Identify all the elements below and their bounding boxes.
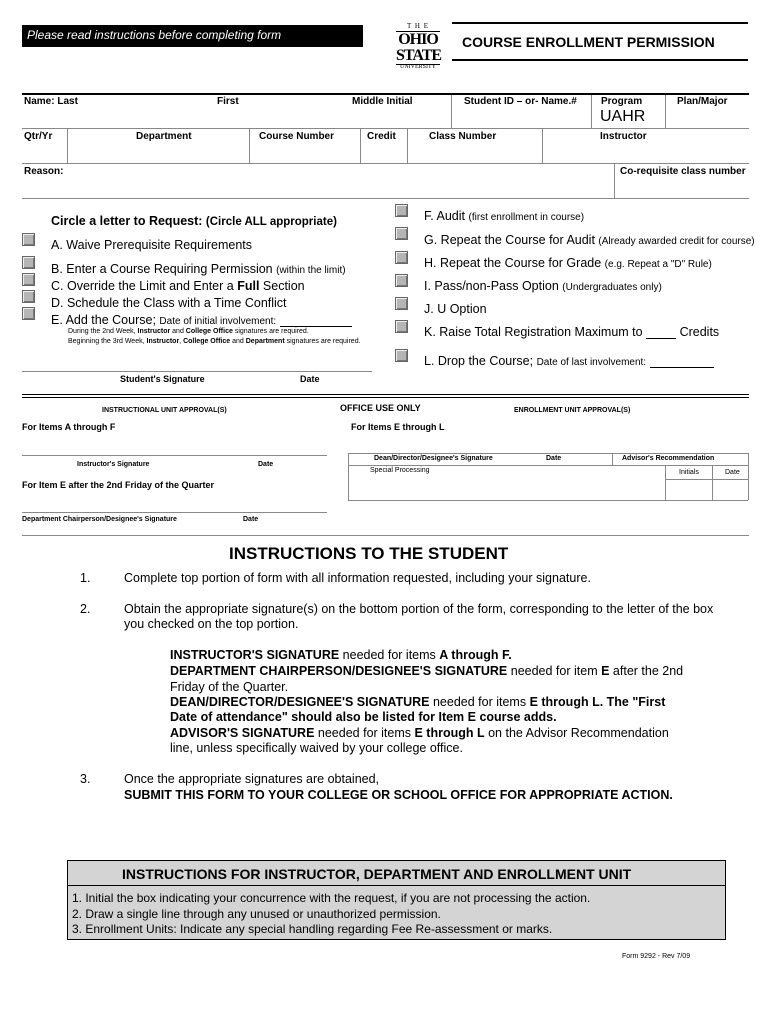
- checkbox-g[interactable]: [395, 227, 408, 240]
- middle-initial-label: Middle Initial: [352, 96, 413, 107]
- option-f: F. Audit (first enrollment in course): [424, 209, 585, 223]
- instructor-box-title: INSTRUCTIONS FOR INSTRUCTOR, DEPARTMENT AND ENROLLMENT UNIT: [122, 866, 632, 882]
- initials-label: Initials: [679, 469, 699, 476]
- step-2-text-a: Obtain the appropriate signature(s) on the bottom portion of the form, corresponding to the letter of the box: [124, 602, 714, 616]
- dean-signature-label: Dean/Director/Designee's Signature: [374, 455, 493, 462]
- program-value: UAHR: [600, 108, 646, 125]
- department-signature-label: Department Chairperson/Designee's Signature: [22, 516, 177, 523]
- step-3-text-a: Once the appropriate signatures are obtained,: [124, 772, 380, 786]
- checkbox-i[interactable]: [395, 274, 408, 287]
- checkbox-l[interactable]: [395, 349, 408, 362]
- logo-state: STATE: [396, 47, 442, 64]
- logo-ohio: OHIO: [398, 31, 438, 48]
- step-1-text: Complete top portion of form with all information requested, including your signature.: [124, 571, 591, 585]
- checkbox-a[interactable]: [22, 233, 35, 246]
- sig-req-instructor: INSTRUCTOR'S SIGNATURE needed for items A through F.: [170, 648, 512, 662]
- instructor-signature-line[interactable]: [22, 455, 327, 456]
- student-id-label: Student ID – or- Name.#: [464, 96, 577, 107]
- logo-university: UNIVERSITY: [400, 64, 436, 70]
- sig-req-advisor-2: line, unless specifically waived by your college office.: [170, 741, 463, 755]
- k-credits-blank[interactable]: [646, 327, 676, 339]
- advisor-date-label: Date: [725, 469, 740, 476]
- approval-divider: [22, 394, 749, 398]
- checkbox-d[interactable]: [22, 290, 35, 303]
- option-a: A. Waive Prerequisite Requirements: [51, 238, 253, 252]
- option-k: K. Raise Total Registration Maximum to Credits: [424, 325, 720, 339]
- instructor-box-line-3: 3. Enrollment Units: Indicate any special handling regarding Fee Re-assessment or marks.: [72, 922, 553, 936]
- department-signature-line[interactable]: [22, 512, 327, 513]
- circle-instruction: Circle a letter to Request: (Circle ALL appropriate): [51, 214, 337, 228]
- option-b: B. Enter a Course Requiring Permission (within the limit): [51, 262, 346, 276]
- instructor-label: Instructor: [600, 131, 647, 142]
- title-rule-top: [452, 22, 748, 24]
- header-banner-text: Please read instructions before completing form: [27, 28, 282, 42]
- instructor-box-line-1: 1. Initial the box indicating your concurrence with the request, if you are not processing the action.: [72, 891, 591, 905]
- advisor-date-box[interactable]: [713, 480, 748, 499]
- dean-date-label: Date: [546, 455, 562, 462]
- option-d: D. Schedule the Class with a Time Conflict: [51, 296, 287, 310]
- initials-box[interactable]: [666, 480, 712, 499]
- instructor-date-label: Date: [258, 461, 274, 468]
- checkbox-f[interactable]: [395, 204, 408, 217]
- student-signature-label: Student's Signature: [120, 374, 205, 384]
- name-last-label: Name: Last: [24, 96, 78, 107]
- checkbox-k[interactable]: [395, 320, 408, 333]
- sig-req-department-2: Friday of the Quarter.: [170, 680, 289, 694]
- course-number-label: Course Number: [259, 131, 335, 142]
- option-l: L. Drop the Course; Date of last involvement:: [424, 354, 714, 368]
- option-e: E. Add the Course; Date of initial involvement:: [51, 313, 352, 327]
- instructions-title: INSTRUCTIONS TO THE STUDENT: [229, 544, 509, 563]
- checkbox-j[interactable]: [395, 297, 408, 310]
- checkbox-e[interactable]: [22, 307, 35, 320]
- step-2-text-b: you checked on the top portion.: [124, 617, 299, 631]
- instructional-unit-header: INSTRUCTIONAL UNIT APPROVAL(S): [102, 407, 227, 414]
- logo-the: T H E: [407, 22, 429, 30]
- option-j: J. U Option: [424, 302, 487, 316]
- for-items-e-l: For Items E through L: [351, 422, 445, 432]
- coreq-label: Co-requisite class number: [620, 166, 746, 177]
- advisor-recommendation-label: Advisor's Recommendation: [622, 455, 715, 462]
- step-2-number: 2.: [80, 602, 91, 616]
- instructions-divider: [22, 535, 749, 536]
- office-use-only: OFFICE USE ONLY: [340, 403, 421, 413]
- option-g: G. Repeat the Course for Audit (Already awarded credit for course): [424, 233, 755, 247]
- option-e-note-1: During the 2nd Week, Instructor and College Office signatures are required.: [68, 328, 309, 335]
- sig-req-dean-2: Date of attendance" should also be listed for Item E course adds.: [170, 710, 557, 724]
- qtr-yr-label: Qtr/Yr: [24, 131, 53, 142]
- class-number-label: Class Number: [429, 131, 497, 142]
- checkbox-c[interactable]: [22, 273, 35, 286]
- l-date-blank[interactable]: [650, 356, 714, 368]
- option-i: I. Pass/non-Pass Option (Undergraduates only): [424, 279, 662, 293]
- sig-req-advisor: ADVISOR'S SIGNATURE needed for items E through L on the Advisor Recommendation: [170, 726, 669, 740]
- sig-req-dean: DEAN/DIRECTOR/DESIGNEE'S SIGNATURE needed for items E through L. The "First: [170, 695, 666, 709]
- checkbox-b[interactable]: [22, 256, 35, 269]
- grid-top-rule: [22, 93, 749, 95]
- credit-label: Credit: [367, 131, 396, 142]
- form-number: Form 9292 - Rev 7/09: [622, 953, 691, 960]
- osu-logo: [396, 22, 440, 72]
- student-signature-line[interactable]: [22, 371, 372, 372]
- e-date-blank[interactable]: [280, 315, 352, 327]
- step-1-number: 1.: [80, 571, 91, 585]
- option-h: H. Repeat the Course for Grade (e.g. Repeat a "D" Rule): [424, 256, 712, 270]
- special-processing-label: Special Processing: [370, 467, 430, 474]
- sig-req-department: DEPARTMENT CHAIRPERSON/DESIGNEE'S SIGNATURE needed for item E after the 2nd: [170, 664, 684, 678]
- department-date-label: Date: [243, 516, 259, 523]
- student-date-label: Date: [300, 374, 320, 384]
- option-c: C. Override the Limit and Enter a Full Section: [51, 279, 305, 293]
- title-rule-bottom: [452, 59, 748, 61]
- checkbox-h[interactable]: [395, 251, 408, 264]
- for-items-a-f: For Items A through F: [22, 422, 116, 432]
- header-banner: [22, 25, 363, 47]
- instructor-box-line-2: 2. Draw a single line through any unused or unauthorized permission.: [72, 907, 441, 921]
- program-label: Program: [601, 96, 643, 107]
- for-item-e-label: For Item E after the 2nd Friday of the Quarter: [22, 480, 215, 490]
- department-label: Department: [136, 131, 192, 142]
- plan-major-label: Plan/Major: [677, 96, 728, 107]
- option-e-note-2: Beginning the 3rd Week, Instructor, College Office and Department signatures are required.: [68, 338, 361, 345]
- enrollment-unit-header: ENROLLMENT UNIT APPROVAL(S): [514, 407, 631, 414]
- reason-label: Reason:: [24, 166, 64, 177]
- form-title: COURSE ENROLLMENT PERMISSION: [462, 34, 715, 50]
- instructor-signature-label: Instructor's Signature: [77, 461, 150, 468]
- step-3-number: 3.: [80, 772, 91, 786]
- step-3-text-b: SUBMIT THIS FORM TO YOUR COLLEGE OR SCHOOL OFFICE FOR APPROPRIATE ACTION.: [124, 788, 673, 802]
- first-name-label: First: [217, 96, 239, 107]
- instructor-instructions-box: [67, 860, 726, 940]
